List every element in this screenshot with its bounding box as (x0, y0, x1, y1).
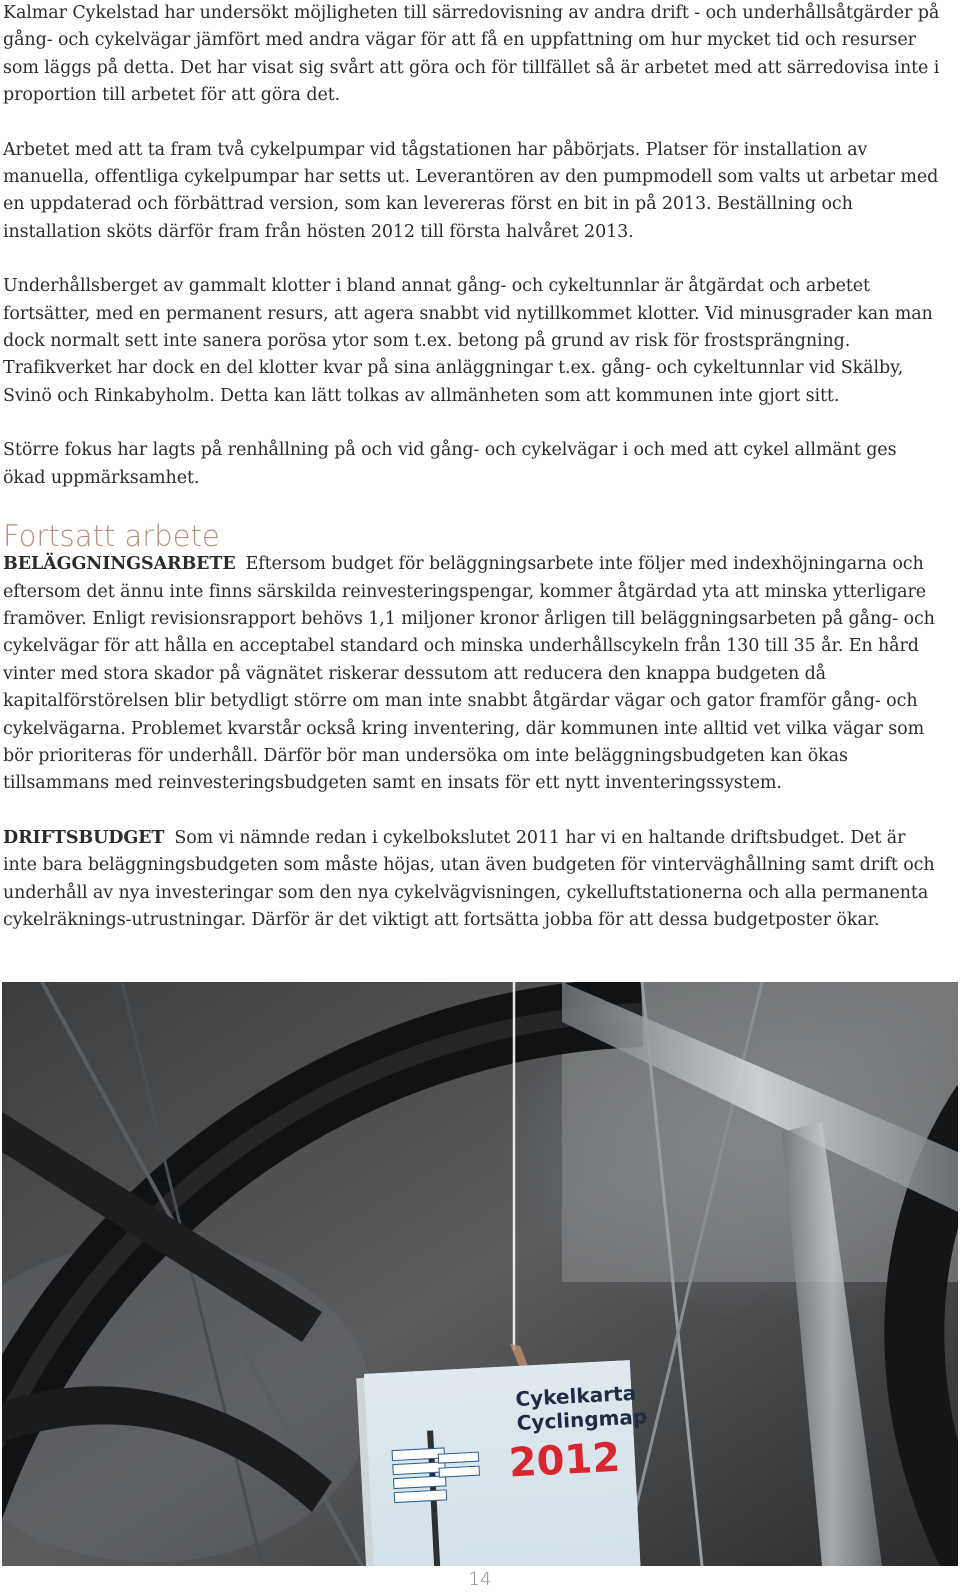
booklet-title-line1: Cykelkarta (514, 1380, 637, 1412)
text-column (3, 0, 943, 961)
block-text: Eftersom budget för beläggningsarbete inte följer med indexhöjningarna och eftersom det ännu inte finns särskilda reinvesteringspengar, kommer åtgärdad yta att minska ytterligare framöver. Enligt revisionsrapport behövs 1,1 miljoner kronor årligen till beläggningsarbeten på gång- och cykelvägar för att hålla en acceptabel standard och minska underhållscykeln från 130 till 35 år. En hård vinter med stora skador på vägnätet riskerar dessutom att reducera den knappa budgeten då kapitalförstörelsen blir betydligt större om man inte snabbt åtgärdar vägar och gator framför gång- och cykelvägarna. Problemet kvarstår också kring inventering, där kommunen inte alltid vet vilka vägar som bör prioriteras för underhåll. Därför bör man undersöka om inte beläggningsbudgeten kan ökas tillsammans med reinvesteringsbudgeten samt en insats för ett nytt inventeringssystem. (3, 554, 935, 794)
section-title: Fortsatt arbete (3, 519, 220, 554)
paragraph-graffiti: Underhållsberget av gammalt klotter i bland annat gång- och cykeltunnlar är åtgärdat och arbetet fortsätter, med en permanent resurs, att agera snabbt vid nytillkommet klotter. Vid minusgrader kan man dock normalt sett inte sanera porösa ytor som t.ex. betong på grund av risk för frostsprängning. Trafikverket har dock en del klotter kvar på sina anläggningar t.ex. gång- och cykeltunnlar vid Skälby, Svinö och Rinkabyholm. Detta kan lätt tolkas av allmänheten som att kommunen inte gjort sitt. (3, 276, 933, 406)
photo-illustration (2, 982, 958, 1566)
paragraph-cleaning: Större fokus har lagts på renhållning på och vid gång- och cykelvägar i och med att cykel allmänt ges ökad uppmärksamhet. (3, 440, 897, 488)
page-number: 14 (468, 1569, 492, 1590)
block-keyword: DRIFTSBUDGET (3, 827, 165, 848)
booklet-title-line2: Cyclingmap (516, 1404, 648, 1436)
paragraph-cost-accounting: Kalmar Cykelstad har undersökt möjligheten till särredovisning av andra drift - och underhållsåtgärder på gång- och cykelvägar jämfört med andra vägar för att få en uppfattning om hur mycket tid och resurser som läggs på detta. Det har visat sig svårt att göra och för tillfället så är arbetet med att särredovisa inte i proportion till arbetet för att göra det. (3, 3, 940, 106)
block-operating-budget (3, 825, 943, 935)
block-text: Som vi nämnde redan i cykelbokslutet 2011 har vi en haltande driftsbudget. Det är inte bara beläggningsbudgeten som måste höjas, utan även budgeten för vinterväghållning samt drift och underhåll av nya investeringar som den nya cykelvägvisningen, cykelluftstationerna och alla permanenta cykelräknings-utrustningar. Därför är det viktigt att fortsätta jobba för att dessa budgetposter ökar. (3, 827, 935, 930)
bicycle-photo (2, 982, 958, 1566)
paragraph-bike-pumps: Arbetet med att ta fram två cykelpumpar vid tågstationen har påbörjats. Platser för installation av manuella, offentliga cykelpumpar har setts ut. Leverantören av den pumpmodell som valts ut arbetar med en uppdaterad och förbättrad version, som kan levereras först en bit in på 2013. Beställning och installation sköts därför fram från hösten 2012 till första halvåret 2013. (3, 139, 939, 242)
booklet-year: 2012 (507, 1434, 622, 1487)
block-keyword: BELÄGGNINGSARBETE (3, 554, 236, 575)
block-paving (3, 551, 943, 798)
